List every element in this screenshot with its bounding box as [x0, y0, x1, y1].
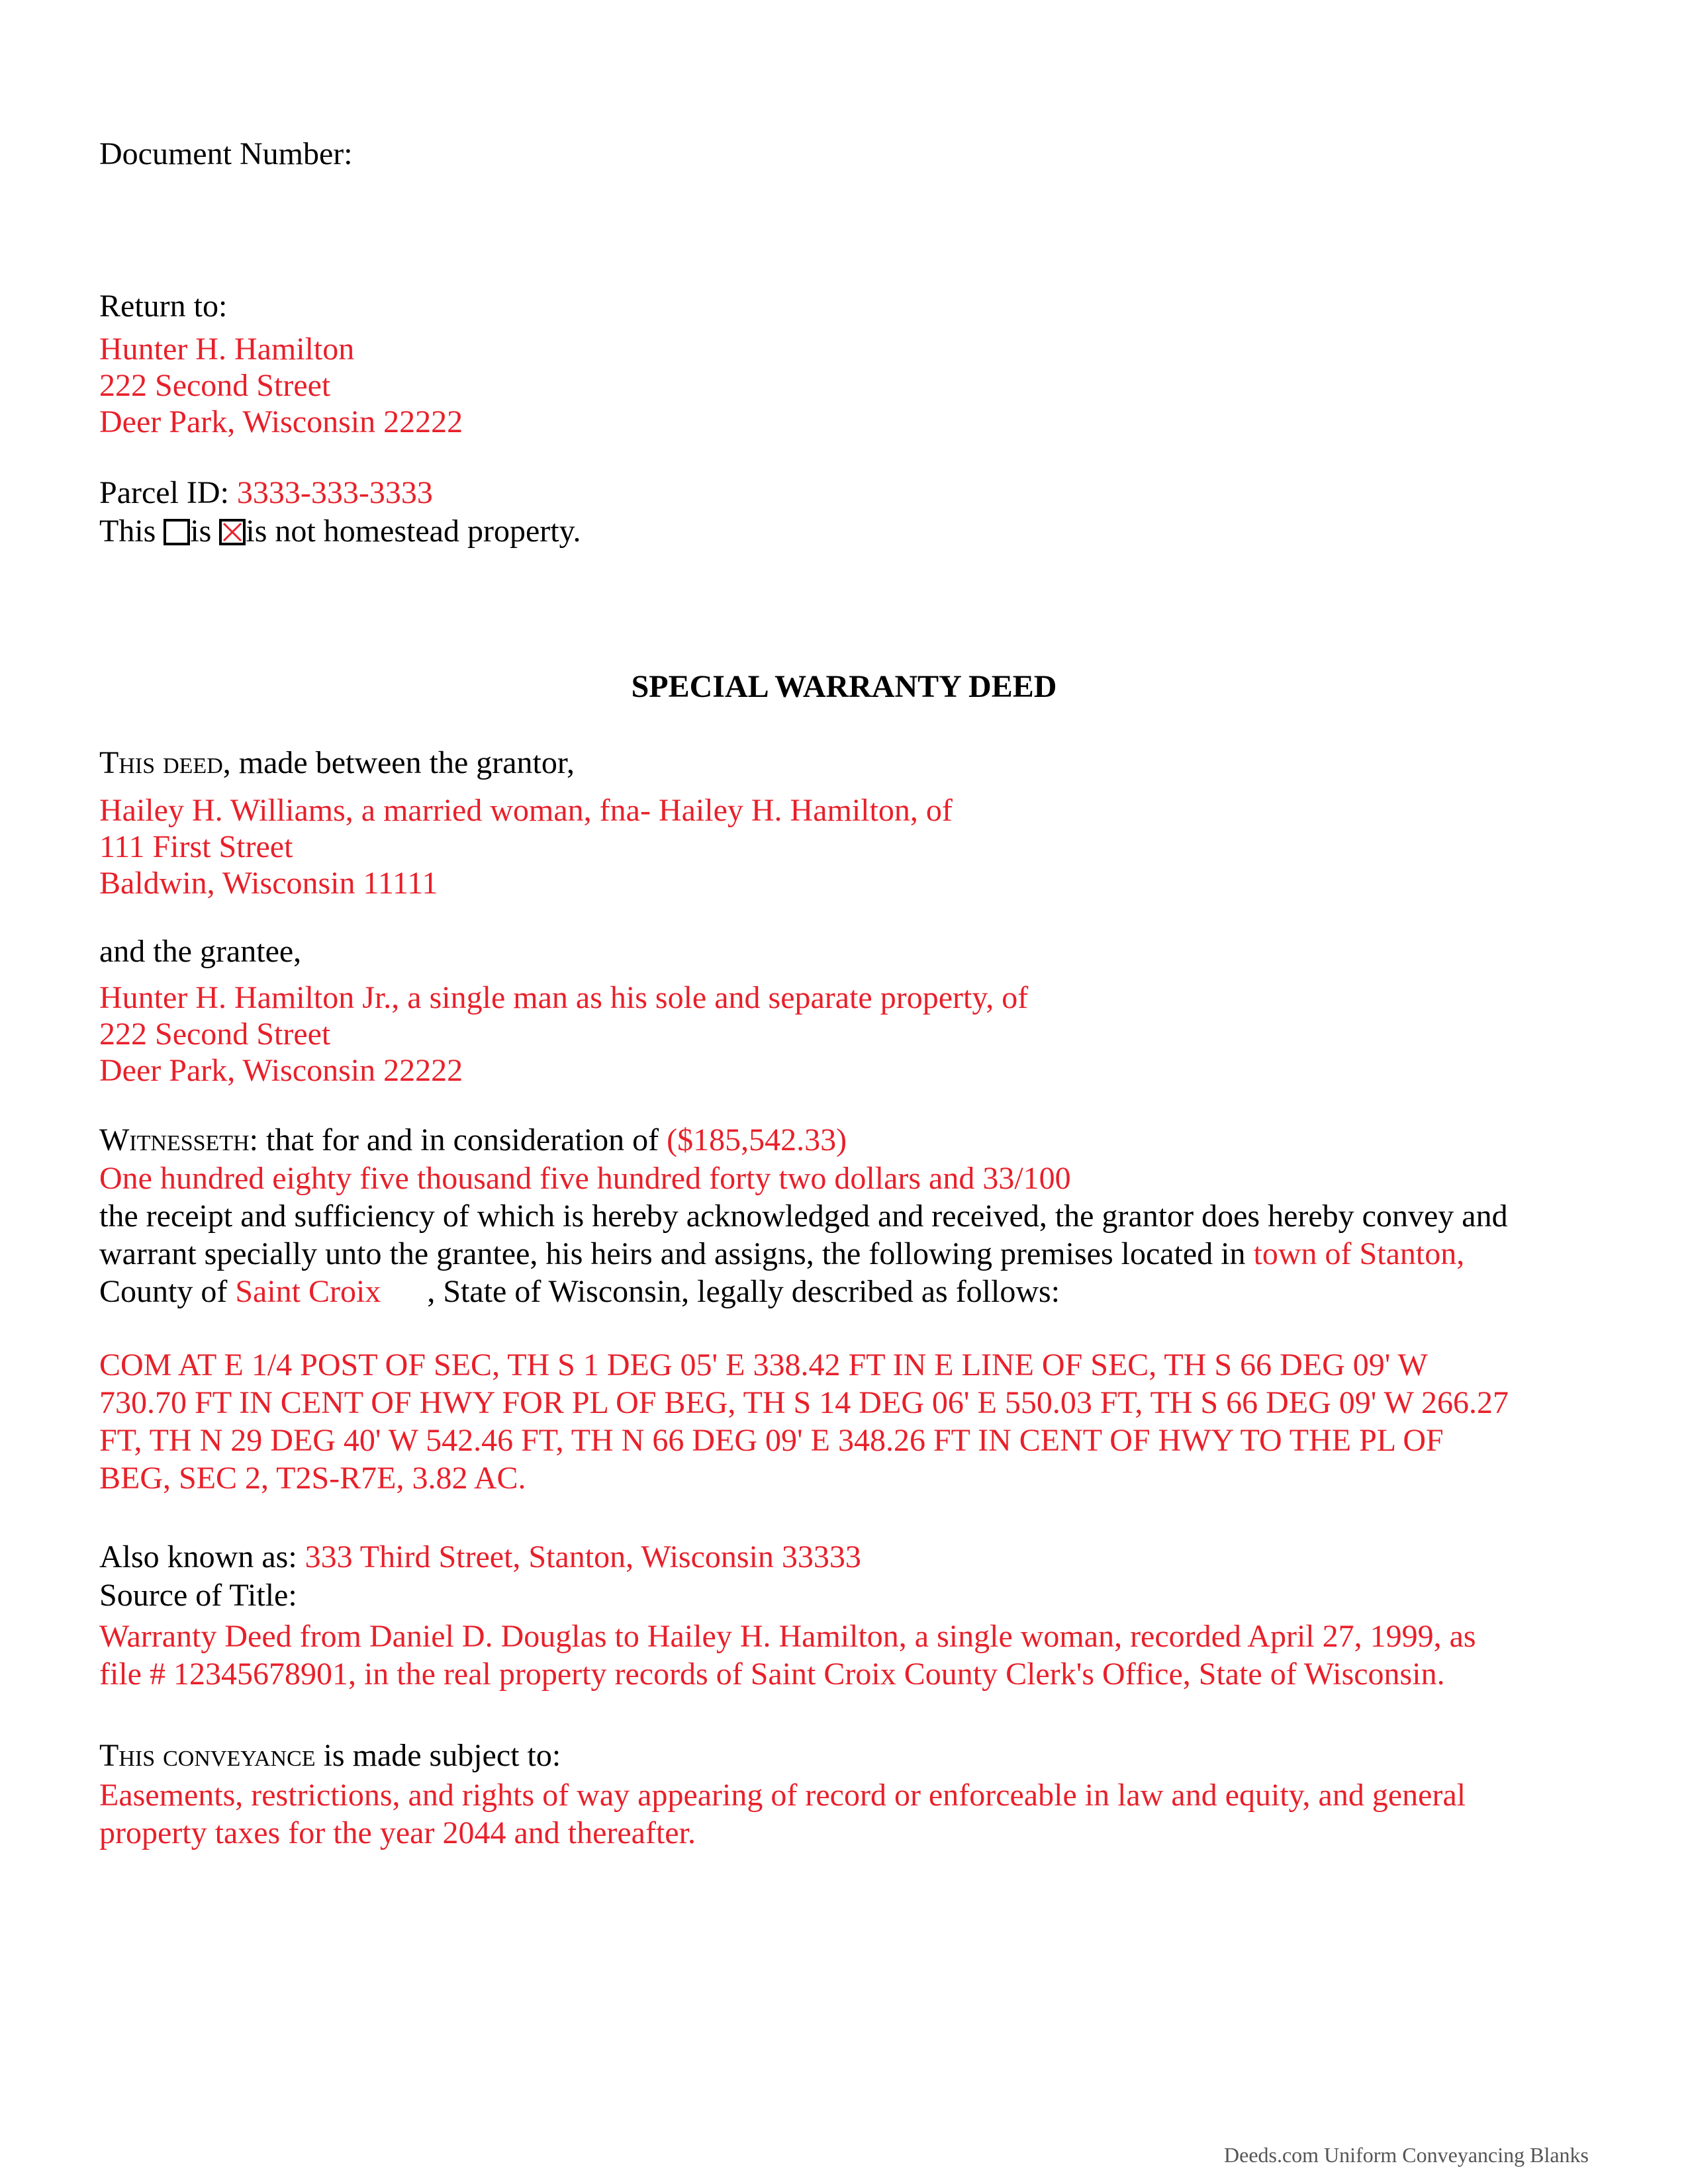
consideration-amount: ($185,542.33)	[667, 1122, 847, 1158]
conveyance-intro	[99, 1737, 561, 1774]
grantee-line-2: 222 Second Street	[99, 1017, 331, 1052]
homestead-is-checkbox[interactable]	[164, 519, 190, 545]
source-of-title-line-2: file # 12345678901, in the real property records of Saint Croix County Clerk's Office, State of Wisconsin.	[99, 1657, 1445, 1692]
return-to-label: Return to:	[99, 289, 228, 324]
homestead-line	[99, 513, 581, 549]
witnesseth-line-3: the receipt and sufficiency of which is hereby acknowledged and received, the grantor does hereby convey and	[99, 1199, 1508, 1234]
aka-line	[99, 1539, 861, 1575]
witnesseth-caps: Witnesseth	[99, 1122, 250, 1158]
grantor-intro-rest: , made between the grantor,	[222, 745, 575, 780]
aka-label: Also known as:	[99, 1539, 297, 1574]
county-label: County of	[99, 1274, 228, 1309]
return-to-city: Deer Park, Wisconsin 22222	[99, 404, 463, 439]
source-of-title-label: Source of Title:	[99, 1578, 297, 1613]
document-number-label: Document Number:	[99, 136, 353, 171]
conveyance-line-2: property taxes for the year 2044 and thereafter.	[99, 1815, 696, 1850]
footer-credit: Deeds.com Uniform Conveyancing Blanks	[1224, 2143, 1589, 2167]
witnesseth-line-4	[99, 1236, 1464, 1272]
homestead-this: This	[99, 514, 156, 549]
witnesseth-line-1	[99, 1122, 847, 1158]
this-deed-caps: This deed	[99, 745, 223, 780]
grantor-line-1: Hailey H. Williams, a married woman, fna- Hailey H. Hamilton, of	[99, 793, 953, 828]
return-to-street: 222 Second Street	[99, 368, 331, 403]
legal-description-line-4: BEG, SEC 2, T2S-R7E, 3.82 AC.	[99, 1461, 526, 1496]
county-line	[99, 1273, 1060, 1310]
legal-description-line-1: COM AT E 1/4 POST OF SEC, TH S 1 DEG 05' E 338.42 FT IN E LINE OF SEC, TH S 66 DEG 09' W	[99, 1347, 1428, 1383]
amount-in-words: One hundred eighty five thousand five hundred forty two dollars and 33/100	[99, 1161, 1071, 1196]
deed-title: SPECIAL WARRANTY DEED	[631, 669, 1057, 704]
parcel-label: Parcel ID:	[99, 475, 229, 510]
parcel-id: 3333-333-3333	[236, 475, 433, 510]
conveyance-line-1: Easements, restrictions, and rights of way appearing of record or enforceable in law and equity, and general	[99, 1778, 1466, 1813]
property-location: town of Stanton,	[1253, 1236, 1465, 1271]
aka-address: 333 Third Street, Stanton, Wisconsin 33333	[305, 1539, 861, 1574]
county-rest: , State of Wisconsin, legally described as follows:	[427, 1274, 1060, 1309]
grantee-line-3: Deer Park, Wisconsin 22222	[99, 1053, 463, 1088]
homestead-is-not-label: is not homestead property.	[246, 514, 581, 549]
grantee-intro: and the grantee,	[99, 934, 302, 969]
return-to-name: Hunter H. Hamilton	[99, 332, 355, 367]
grantee-line-1: Hunter H. Hamilton Jr., a single man as his sole and separate property, of	[99, 980, 1029, 1015]
grantor-line-3: Baldwin, Wisconsin 11111	[99, 866, 438, 901]
homestead-is-label: is	[190, 514, 212, 549]
county-name: Saint Croix	[235, 1274, 381, 1309]
grantor-line-2: 111 First Street	[99, 829, 293, 864]
this-conveyance-caps: This conveyance	[99, 1738, 316, 1773]
checkbox-x-icon	[222, 522, 243, 543]
witnesseth-intro: : that for and in consideration of	[249, 1122, 659, 1158]
parcel-line	[99, 475, 433, 511]
grantor-intro	[99, 745, 575, 781]
legal-description-line-2: 730.70 FT IN CENT OF HWY FOR PL OF BEG, TH S 14 DEG 06' E 550.03 FT, TH S 66 DEG 09' W 266.27	[99, 1385, 1509, 1420]
legal-description-line-3: FT, TH N 29 DEG 40' W 542.46 FT, TH N 66 DEG 09' E 348.26 FT IN CENT OF HWY TO THE PL OF	[99, 1423, 1444, 1458]
source-of-title-line-1: Warranty Deed from Daniel D. Douglas to Hailey H. Hamilton, a single woman, recorded April 27, 1999, as	[99, 1619, 1476, 1654]
conveyance-rest: is made subject to:	[315, 1738, 561, 1773]
witnesseth-line-4-text: warrant specially unto the grantee, his heirs and assigns, the following premises located in	[99, 1236, 1246, 1271]
homestead-is-not-checkbox[interactable]	[219, 519, 246, 545]
